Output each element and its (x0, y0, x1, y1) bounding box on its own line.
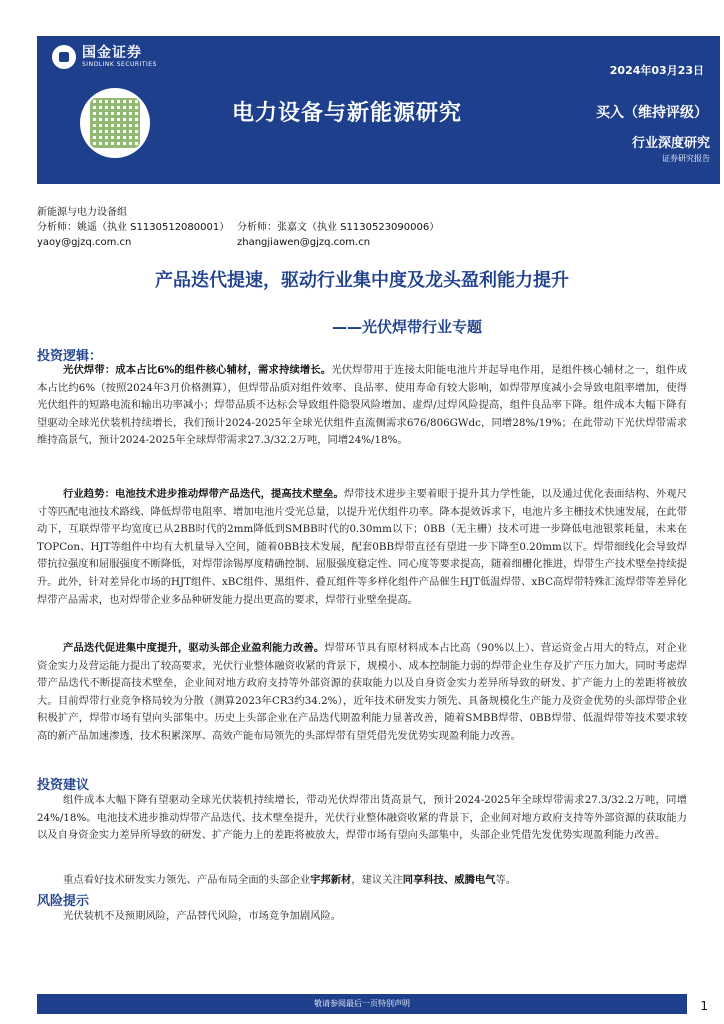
analyst-2: 分析师：张嘉文（执业 S1130523090006） (237, 222, 440, 233)
rating-label: 买入（维持评级） (596, 105, 708, 121)
paragraph-risk: 光伏装机不及预期风险，产品替代风险，市场竞争加剧风险。 (63, 910, 342, 922)
paragraph-lead: 产品迭代促进集中度提升，驱动头部企业盈利能力改善。 (63, 642, 325, 654)
paragraph-industry-trend (37, 486, 687, 609)
text-span: 重点看好技术研发实力领先、产品布局全面的头部企业 (63, 874, 311, 886)
paragraph-body: 焊带环节具有原材料成本占比高（90%以上）、营运资金占用大的特点，对企业资金实力及营运能力提出了较高要求，光伏行业整体融资收紧的背景下，规模小、成本控制能力弱的焊带企业生存及扩产压力加大，同时考虑焊带产品迭代不断提高技术壁垒，企业间对地方政府支持等外部资源的获取能力以及自身资金实力差异所导致的研发、扩产能力上的差距将被放大。目前焊带行业竞争格局较为分散（测算2023年CR3约34.2%），近年技术研发实力领先、具备规模化生产能力及资金优势的头部焊带企业积极扩产，焊带市场有望向头部集中。历史上头部企业在产品迭代期盈利能力显著改善，随着SMBB焊带、0BB焊带、低温焊带等技术要求较高的新产品加速渗透，技术积累深厚、高效产能布局领先的头部焊带有望凭借先发优势实现盈利能力改善。 (37, 642, 687, 742)
analyst-info (37, 205, 439, 250)
report-subtitle: ——光伏焊带行业专题 (331, 318, 482, 336)
report-category-title: 电力设备与新能源研究 (232, 101, 463, 126)
report-date: 2024年03月23日 (609, 64, 704, 77)
text-span: 等。 (495, 874, 517, 886)
paragraph-lead: 行业趋势：电池技术进步推动焊带产品迭代，提高技术壁垒。 (63, 488, 344, 500)
analyst-1: 分析师：姚遥（执业 S1130512080001） (37, 222, 230, 233)
paragraph-lead: 光伏焊带：成本占比6%的组件核心辅材，需求持续增长。 (63, 364, 332, 376)
paragraph-pv-ribbon (37, 362, 687, 450)
paragraph-concentration (37, 640, 687, 746)
company-name: 宇邦新材 (310, 874, 352, 886)
company-logo (52, 45, 157, 69)
logo-english-name: SINOLINK SECURITIES (82, 61, 157, 68)
analyst-group: 新能源与电力设备组 (37, 207, 127, 218)
document-type: 行业深度研究 (631, 136, 710, 151)
analyst-2-email[interactable]: zhangjiawen@gjzq.com.cn (237, 237, 371, 248)
company-names: 同享科技、威腾电气 (402, 874, 496, 886)
section-investment-advice: 投资建议 (37, 778, 90, 793)
paragraph-recommendation (37, 872, 687, 890)
page-number: 1 (700, 999, 708, 1013)
text-span: ，建议关注 (351, 874, 403, 886)
document-subtype: 证券研究报告 (662, 154, 710, 163)
paragraph-advice: 组件成本大幅下降有望驱动全球光伏装机持续增长，带动光伏焊带出货高景气，预计2024-2025年全球焊带需求27.3/32.2万吨，同增24%/18%。电池技术进步推动焊带产品迭代、技术壁垒提升，光伏行业整体融资收紧的背景下，企业间对地方政府支持等外部资源的获取能力以及自身资金实力差异所导致的研发、扩产能力上的差距将被放大，焊带市场有望向头部集中，头部企业凭借先发优势实现盈利能力改善。 (37, 794, 687, 842)
section-risk: 风险提示 (37, 894, 90, 909)
paragraph-body: 光伏焊带用于连接太阳能电池片并起导电作用，是组件核心辅材之一，组件成本占比约6%（按照2024年3月价格测算），但焊带品质对组件效率、良品率、使用寿命有较大影响，如焊带厚度减小会导致电阻率增加，使得光伏组件的短路电流和输出功率减小；焊带品质不达标会导致组件隐裂风险增加、虚焊/过焊风险提高，组件良品率下降。组件成本大幅下降有望驱动全球光伏装机持续增长，我们预计2024-2025年全球光伏组件直流侧需求676/806GWdc，同增28%/19%；在此带动下光伏焊带需求维持高景气，预计2024-2025年全球焊带需求27.3/32.2万吨，同增24%/18%。 (37, 364, 687, 447)
section-investment-logic: 投资逻辑： (37, 349, 103, 364)
paragraph-body: 焊带技术进步主要着眼于提升其力学性能，以及通过优化表面结构、外观尺寸等匹配电池技术路线、降低焊带电阻率、增加电池片受光总量，以提升光伏组件功率。降本提效诉求下，电池片多主栅技术快速发展，在此带动下，互联焊带平均宽度已从2BB时代的2mm降低到SMBB时代的0.30mm以下；0BB（无主栅）技术可进一步降低电池银浆耗量，未来在TOPCon、HJT等组件中均有大机量导入空间，随着0BB技术发展，配套0BB焊带直径有望进一步下降至0.20mm以下。焊带细线化会导致焊带抗拉强度和屈服强度不断降低，对焊带涂锡厚度精确控制、屈服强度稳定性、同心度等要求提高，随着细栅化推进，焊带生产技术壁垒持续提升。此外，针对差异化市场的HJT组件、xBC组件、黑组件、叠瓦组件等多样化组件产品催生HJT低温焊带、xBC高焊带特殊汇流焊带等差异化焊带产品需求，也对焊带企业多品种研发能力提出更高的要求，焊带行业壁垒提高。 (37, 488, 688, 606)
logo-name: 国金证券 (82, 45, 142, 61)
report-title: 产品迭代提速，驱动行业集中度及龙头盈利能力提升 (155, 270, 569, 291)
footer-disclaimer: 敬请参阅最后一页特别声明 (37, 994, 687, 1014)
analyst-1-email[interactable]: yaoy@gjzq.com.cn (37, 237, 132, 248)
logo-icon (52, 45, 76, 69)
qr-code (80, 88, 150, 158)
